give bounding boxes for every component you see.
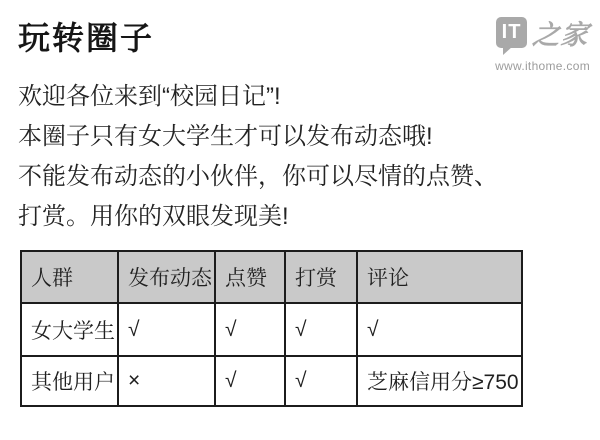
intro-line-4: 打赏。用你的双眼发现美! xyxy=(18,203,289,230)
ithome-logo-icon xyxy=(496,17,527,48)
intro-line-1: 欢迎各位来到“校园日记”! xyxy=(18,83,281,110)
table-cell-check: √ xyxy=(357,303,522,356)
page-title: 玩转圈子 xyxy=(18,20,155,56)
table-cell-check: √ xyxy=(285,303,357,356)
table-cell-check: √ xyxy=(215,303,285,356)
ithome-logo xyxy=(495,13,590,73)
table-row-female-students xyxy=(21,303,522,356)
table-header-cell-group: 人群 xyxy=(21,251,118,303)
table-cell-check: √ xyxy=(285,356,357,406)
table-header-cell-reward: 打赏 xyxy=(285,251,357,303)
table-header-cell-like: 点赞 xyxy=(215,251,285,303)
intro-line-2: 本圈子只有女大学生才可以发布动态哦! xyxy=(18,123,433,150)
ithome-logo-row xyxy=(495,13,590,52)
logo-it-text: IT xyxy=(501,21,522,43)
table-cell-label: 其他用户 xyxy=(21,356,118,406)
table-row-other-users xyxy=(21,356,522,406)
speech-bubble-tail-icon xyxy=(503,47,512,55)
table-cell-check: √ xyxy=(118,303,215,356)
intro-line-3: 不能发布动态的小伙伴，你可以尽情的点赞、 xyxy=(18,163,498,190)
table-cell-label: 女大学生 xyxy=(21,303,118,356)
table-header-cell-post: 发布动态 xyxy=(118,251,215,303)
table-header-row xyxy=(21,251,522,303)
table-cell-check: √ xyxy=(215,356,285,406)
table-cell-condition: 芝麻信用分≥750 xyxy=(357,356,522,406)
table-cell-cross: × xyxy=(118,356,215,406)
logo-url: www.ithome.com xyxy=(495,59,590,73)
permissions-table xyxy=(20,250,523,407)
logo-home-text: 之家 xyxy=(531,20,591,50)
table-header-cell-comment: 评论 xyxy=(357,251,522,303)
intro-text xyxy=(18,77,498,237)
